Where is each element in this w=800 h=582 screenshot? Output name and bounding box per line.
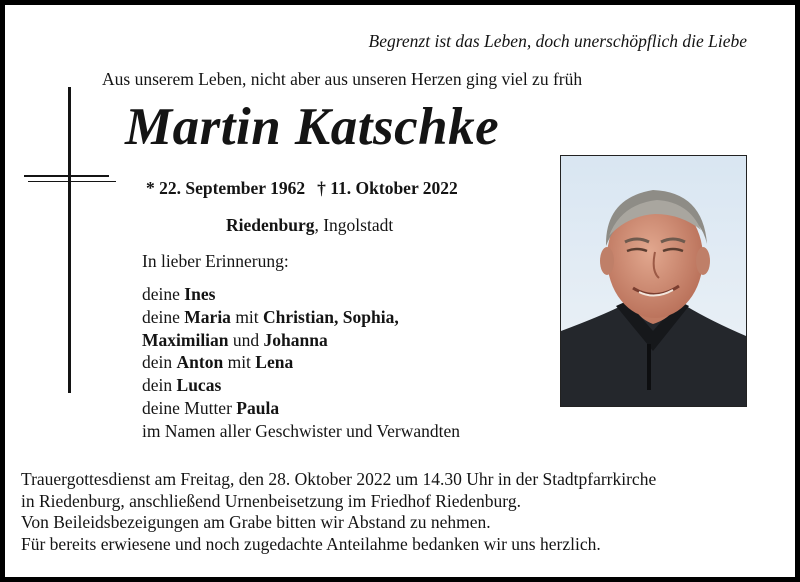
motto-quote: Begrenzt ist das Leben, doch unerschöpflich die Liebe bbox=[368, 31, 747, 51]
mourner-name: Paula bbox=[236, 397, 280, 418]
notice-line: Für bereits erwiesene und noch zugedachte Anteilahme bedanken wir uns herzlich. bbox=[21, 533, 601, 554]
mourner-text: und bbox=[228, 329, 264, 350]
mourner-name: Johanna bbox=[263, 329, 328, 350]
deceased-name: Martin Katschke bbox=[125, 98, 500, 156]
mourner-name: Maximilian bbox=[142, 329, 229, 350]
notice-line: Von Beileidsbezeigungen am Grabe bitten wir Abstand zu nehmen. bbox=[21, 512, 491, 532]
obituary-card bbox=[5, 5, 795, 577]
mourner-line bbox=[142, 283, 460, 306]
life-dates bbox=[146, 178, 458, 199]
mourner-name: Ines bbox=[184, 284, 216, 304]
mourner-text: dein bbox=[142, 352, 177, 373]
mourner-name: Maria bbox=[184, 306, 231, 327]
mourner-text: deine bbox=[142, 306, 185, 327]
mourner-text: dein bbox=[142, 375, 177, 396]
notice-line: in Riedenburg, anschließend Urnenbeisetzung im Friedhof Riedenburg. bbox=[21, 490, 521, 511]
memory-heading: In lieber Erinnerung: bbox=[142, 251, 289, 271]
residence-secondary: , Ingolstadt bbox=[314, 215, 394, 235]
mourner-line bbox=[142, 397, 460, 420]
residence bbox=[226, 215, 393, 236]
mourner-name: Lucas bbox=[176, 375, 222, 396]
cross-icon bbox=[68, 87, 71, 393]
intro-text: Aus unserem Leben, nicht aber aus unseren Herzen ging viel zu früh bbox=[102, 69, 583, 89]
mourner-text: im Namen aller Geschwister und Verwandten bbox=[142, 420, 460, 441]
cross-bar bbox=[24, 175, 109, 177]
mourner-text: deine Mutter bbox=[142, 397, 237, 418]
notice-line: Trauergottesdienst am Freitag, den 28. Oktober 2022 um 14.30 Uhr in der Stadtpfarrkirche bbox=[21, 469, 657, 489]
mourner-name: Christian, Sophia, bbox=[263, 306, 399, 327]
mourner-text: mit bbox=[223, 352, 256, 373]
birth-date: * 22. September 1962 bbox=[146, 178, 306, 198]
mourner-line bbox=[142, 306, 460, 329]
mourner-line bbox=[142, 351, 460, 374]
residence-primary: Riedenburg bbox=[226, 215, 315, 235]
cross-bar-shadow bbox=[28, 181, 116, 182]
mourner-text: mit bbox=[230, 306, 264, 327]
mourner-line bbox=[142, 374, 460, 397]
mourner-name: Anton bbox=[176, 352, 224, 373]
mourners-list bbox=[142, 283, 460, 443]
portrait-photo bbox=[560, 155, 747, 407]
mourner-line bbox=[142, 420, 460, 443]
service-notice bbox=[21, 469, 656, 555]
mourner-text: deine bbox=[142, 284, 185, 304]
mourner-name: Lena bbox=[255, 352, 294, 373]
mourner-line bbox=[142, 329, 460, 352]
death-date: † 11. Oktober 2022 bbox=[317, 178, 458, 198]
